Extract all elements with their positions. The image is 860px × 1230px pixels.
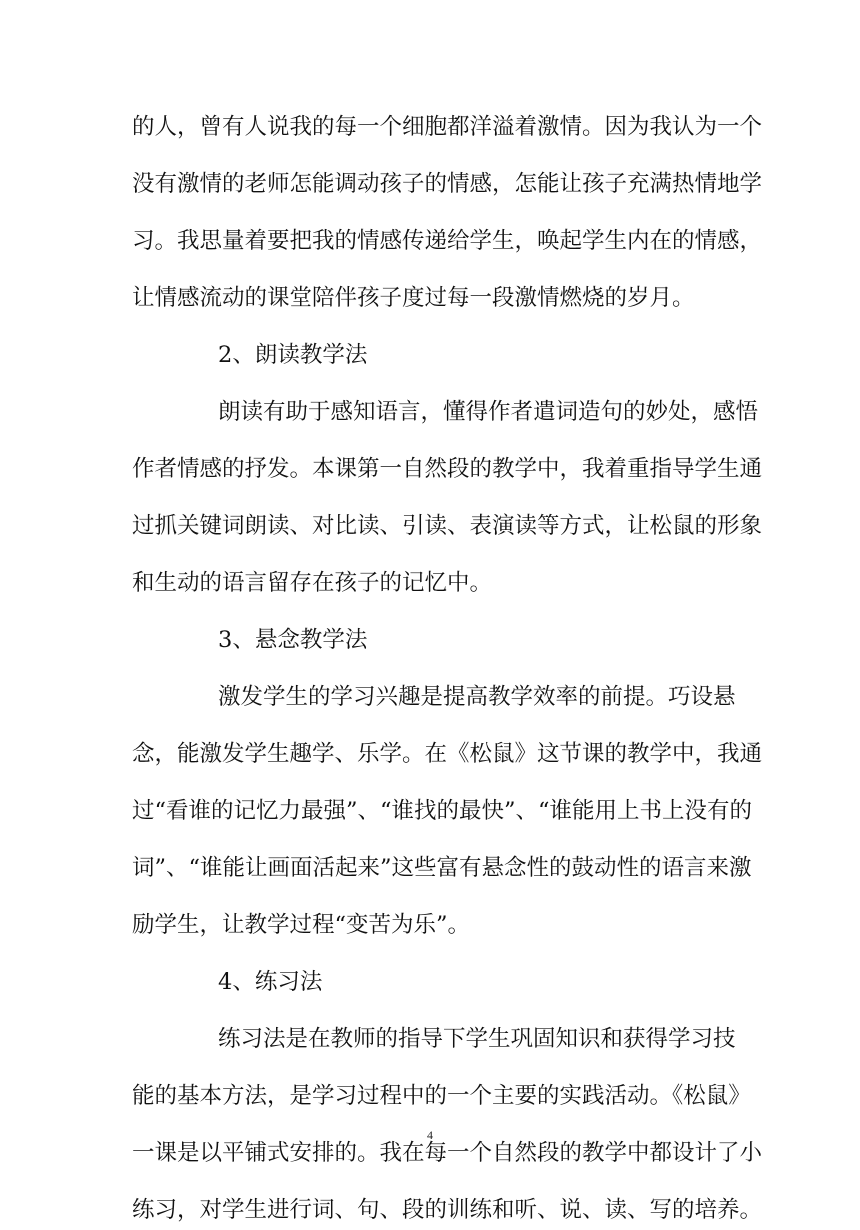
page-number: 4: [427, 1128, 433, 1142]
section-heading: 3、悬念教学法: [218, 627, 368, 653]
paragraph-line: 和生动的语言留存在孩子的记忆中。: [132, 570, 493, 596]
paragraph-line: 励学生，让教学过程“变苦为乐”。: [132, 912, 471, 938]
paragraph-line: 习。我思量着要把我的情感传递给学生，唤起学生内在的情感，: [132, 228, 763, 254]
paragraph-line: 过抓关键词朗读、对比读、引读、表演读等方式，让松鼠的形象: [132, 513, 763, 539]
paragraph-line: 作者情感的抒发。本课第一自然段的教学中，我着重指导学生通: [132, 456, 763, 482]
paragraph-line: 练习，对学生进行词、句、段的训练和听、说、读、写的培养。: [132, 1197, 763, 1223]
paragraph-line: 念，能激发学生趣学、乐学。在《松鼠》这节课的教学中，我通: [132, 741, 763, 767]
paragraph-line: 激发学生的学习兴趣是提高教学效率的前提。巧设悬: [218, 684, 736, 710]
paragraph-line: 过“看谁的记忆力最强”、“谁找的最快”、“谁能用上书上没有的: [132, 798, 753, 824]
section-heading: 4、练习法: [218, 969, 323, 995]
paragraph-line: 朗读有助于感知语言，懂得作者遣词造句的妙处，感悟: [218, 399, 759, 425]
paragraph-line: 一课是以平铺式安排的。我在每一个自然段的教学中都设计了小: [132, 1140, 763, 1166]
paragraph-line: 没有激情的老师怎能调动孩子的情感，怎能让孩子充满热情地学: [132, 171, 763, 197]
paragraph-line: 让情感流动的课堂陪伴孩子度过每一段激情燃烧的岁月。: [132, 285, 695, 311]
section-heading: 2、朗读教学法: [218, 342, 368, 368]
paragraph-line: 能的基本方法，是学习过程中的一个主要的实践活动。《松鼠》: [132, 1083, 751, 1109]
paragraph-line: 的人，曾有人说我的每一个细胞都洋溢着激情。因为我认为一个: [132, 114, 763, 140]
paragraph-line: 词”、“谁能让画面活起来”这些富有悬念性的鼓动性的语言来激: [132, 855, 752, 881]
paragraph-line: 练习法是在教师的指导下学生巩固知识和获得学习技: [218, 1026, 736, 1052]
